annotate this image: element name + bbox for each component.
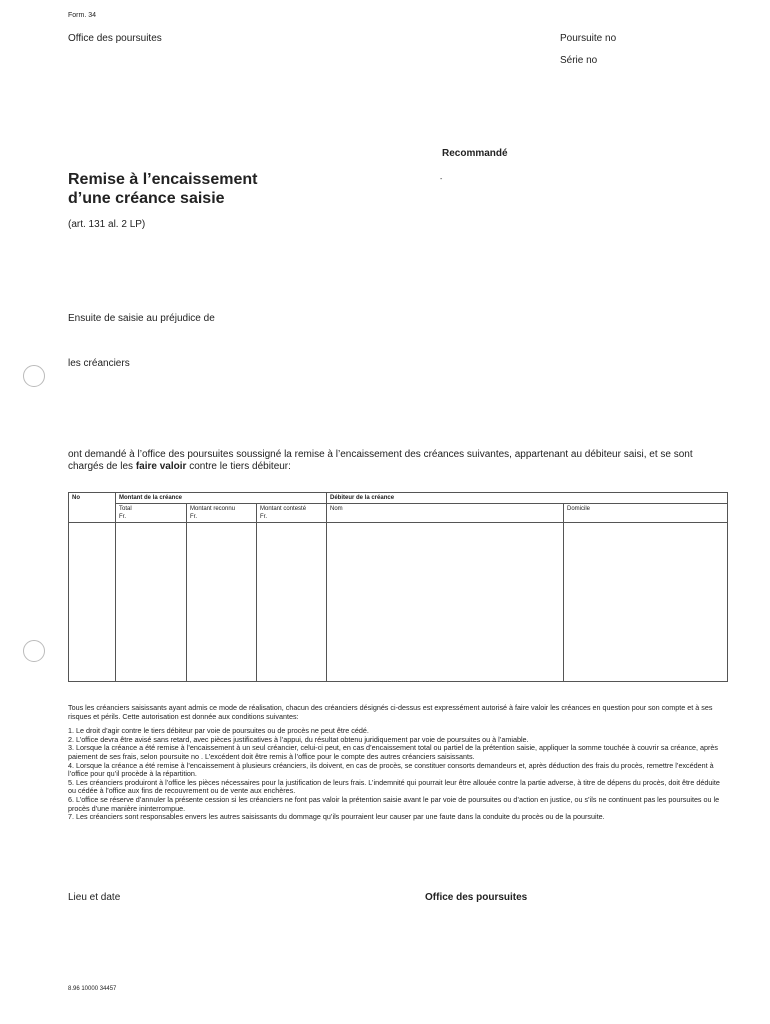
- demand-text-bold: faire valoir: [135, 461, 187, 472]
- title-line-1: Remise à l’encaissement: [68, 171, 258, 188]
- office-label: Office des poursuites: [68, 33, 162, 44]
- col-header-conteste: [257, 504, 327, 523]
- condition-item-3: 3. Lorsque la créance a été remise à l’encaissement à un seul créancier, celui-ci peut, en cas d’encaissement total ou partiel de la prétention saisie, appliquer la somme touchée à couvrir sa créance, après paiement de ses frais, selon poursuite no . L’excédent doit être remis à l’office pour le compte des autres créanciers saisissants.: [68, 743, 719, 761]
- table-cell[interactable]: [69, 523, 116, 682]
- currency-label: Fr.: [119, 514, 126, 520]
- condition-item-5: 5. Les créanciers produiront à l’office les pièces nécessaires pour la justification de leurs frais. L’indemnité qui pourrait leur être allouée contre la partie adverse, à titre de dépens du procès, doit être déduite ou cédée à l’office aux fins de recouvrement ou de vente aux enchères.: [68, 777, 720, 796]
- condition-item-2: 2. L’office devra être avisé sans retard, avec pièces justificatives à l’appui, du résultat obtenu juridiquement par voie de poursuites ou à l’amiable.: [68, 734, 529, 744]
- print-code: 8.96 10000 34457: [68, 986, 117, 992]
- demand-text: ont demandé à l’office des poursuites soussigné la remise à l’encaissement des créances suivantes, appartenant au débiteur saisi, et se sont chargés de les: [68, 449, 693, 472]
- office-signature-label: Office des poursuites: [425, 892, 528, 903]
- demand-paragraph: [68, 449, 730, 473]
- saisie-label: Ensuite de saisie au préjudice de: [68, 313, 215, 324]
- conditions-intro: Tous les créanciers saisissants ayant admis ce mode de réalisation, chacun des créanciers désignés ci-dessus est expressément autorisé à faire valoir les créances en question pour son compte et à ses risques et périls. Cette autorisation est donnée aux conditions suivantes:: [68, 703, 713, 721]
- col-header-reconnu: [187, 504, 257, 523]
- reconnu-label: Montant reconnu: [190, 506, 236, 512]
- col-header-no: No: [69, 493, 116, 523]
- table-cell[interactable]: [187, 523, 257, 682]
- col-header-domicile: Domicile: [564, 504, 728, 523]
- conteste-label: Montant contesté: [260, 506, 307, 512]
- demand-text-end: contre le tiers débiteur:: [186, 461, 291, 472]
- currency-label: Fr.: [190, 514, 197, 520]
- table-cell[interactable]: [327, 523, 564, 682]
- col-header-debiteur: Débiteur de la créance: [327, 493, 728, 504]
- total-label: Total: [119, 506, 132, 512]
- poursuite-label: Poursuite no: [560, 33, 617, 44]
- col-header-montant: Montant de la créance: [116, 493, 327, 504]
- conditions-section: [68, 704, 728, 822]
- condition-item-6: 6. L’office se réserve d’annuler la présente cession si les créanciers ne font pas valoir la prétention saisie avant le par voie de poursuites ou d’action en justice, ou s’ils ne continuent pas les poursuites ou le procès d’une manière ininterrompue.: [68, 794, 720, 813]
- form-number: Form. 34: [68, 12, 97, 19]
- punch-hole: [23, 365, 45, 387]
- condition-item-7: 7. Les créanciers sont responsables envers les autres saisissants du dommage qu’ils pourraient leur causer par une faute dans la conduite du procès ou de la poursuite.: [68, 812, 605, 822]
- punch-hole: [23, 640, 45, 662]
- address-marker: -: [440, 176, 443, 183]
- currency-label: Fr.: [260, 514, 267, 520]
- table-cell[interactable]: [116, 523, 187, 682]
- condition-item-4: 4. Lorsque la créance a été remise à l’encaissement à plusieurs créanciers, ils doivent, en cas de procès, se constituer consorts demandeurs et, après déduction des frais du procès, remettre l’excédent à l’office pour qu’il procède à la répartition.: [68, 760, 714, 779]
- recommande-label: Recommandé: [442, 148, 508, 159]
- table-cell[interactable]: [257, 523, 327, 682]
- col-header-total: [116, 504, 187, 523]
- creances-table: [68, 492, 728, 682]
- condition-item-1: 1. Le droit d’agir contre le tiers débiteur par voie de poursuites ou de procès ne peut être cédé.: [68, 726, 369, 736]
- serie-label: Série no: [560, 55, 598, 66]
- article-reference: (art. 131 al. 2 LP): [68, 219, 146, 230]
- title-line-2: d’une créance saisie: [68, 190, 225, 207]
- col-header-nom: Nom: [327, 504, 564, 523]
- document-title: [68, 170, 368, 208]
- creanciers-label: les créanciers: [68, 358, 130, 369]
- lieu-date-label: Lieu et date: [68, 892, 121, 903]
- table-cell[interactable]: [564, 523, 728, 682]
